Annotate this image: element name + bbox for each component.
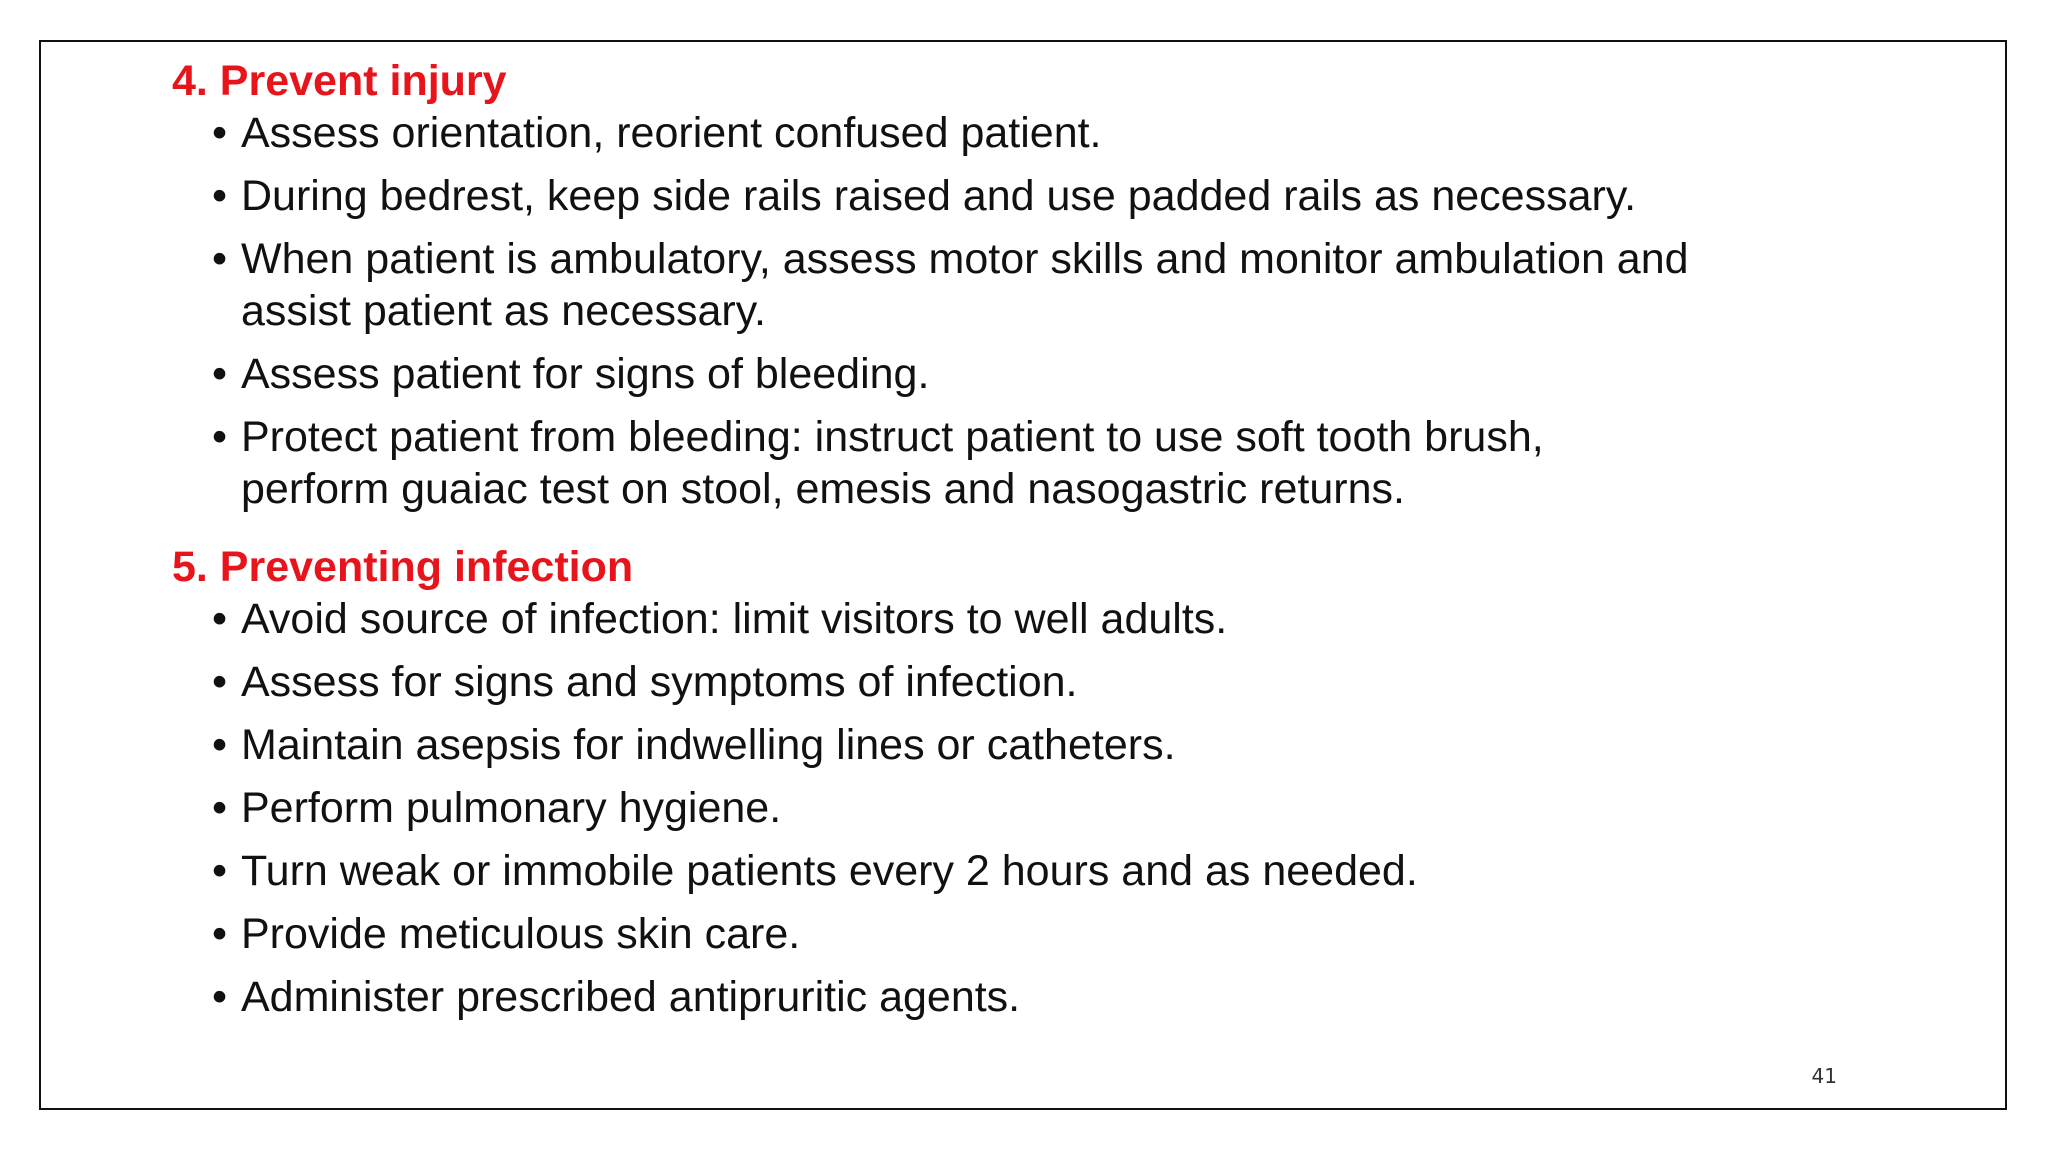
list-item	[172, 719, 1932, 771]
list-item-text: Turn weak or immobile patients every 2 hours and as needed.	[241, 847, 1418, 895]
list-item-text: Assess orientation, reorient confused patient.	[241, 109, 1102, 157]
bullet-list	[172, 107, 1932, 515]
list-item-text: Perform pulmonary hygiene.	[241, 784, 782, 832]
list-item-text: When patient is ambulatory, assess motor skills and monitor ambulation and assist patient as necessary.	[241, 235, 1689, 335]
bullet-icon: •	[212, 413, 228, 461]
list-item-text: Avoid source of infection: limit visitors to well adults.	[241, 595, 1228, 643]
list-item	[172, 971, 1932, 1023]
list-item	[172, 593, 1932, 645]
slide	[39, 40, 2007, 1110]
list-item	[172, 348, 1932, 400]
section-heading: 4. Prevent injury	[172, 57, 507, 105]
list-item	[172, 656, 1932, 708]
list-item-text: Administer prescribed antipruritic agents.	[241, 973, 1021, 1021]
list-item-text: Provide meticulous skin care.	[241, 910, 801, 958]
list-item	[172, 411, 1932, 515]
list-item-text: Maintain asepsis for indwelling lines or catheters.	[241, 721, 1176, 769]
list-item	[172, 908, 1932, 960]
list-item-text: During bedrest, keep side rails raised and use padded rails as necessary.	[241, 172, 1637, 220]
list-item	[172, 170, 1932, 222]
bullet-icon: •	[212, 721, 228, 769]
list-item	[172, 845, 1932, 897]
list-item-text: Protect patient from bleeding: instruct patient to use soft tooth brush, perform guaiac test on stool, emesis and nasogastric returns.	[241, 413, 1544, 513]
list-item-text: Assess patient for signs of bleeding.	[241, 350, 930, 398]
bullet-icon: •	[212, 658, 228, 706]
bullet-icon: •	[212, 350, 228, 398]
bullet-icon: •	[212, 910, 228, 958]
bullet-icon: •	[212, 595, 228, 643]
section-heading: 5. Preventing infection	[172, 543, 634, 591]
section-preventing-infection	[172, 541, 1932, 1023]
slide-content	[172, 55, 1932, 1023]
list-item-text: Assess for signs and symptoms of infection.	[241, 658, 1078, 706]
page-number: 41	[1811, 1064, 1837, 1088]
list-item	[172, 107, 1932, 159]
section-prevent-injury	[172, 55, 1932, 515]
bullet-list	[172, 593, 1932, 1023]
bullet-icon: •	[212, 784, 228, 832]
bullet-icon: •	[212, 973, 228, 1021]
list-item	[172, 782, 1932, 834]
bullet-icon: •	[212, 235, 228, 283]
bullet-icon: •	[212, 847, 228, 895]
bullet-icon: •	[212, 109, 228, 157]
bullet-icon: •	[212, 172, 228, 220]
list-item	[172, 233, 1932, 337]
